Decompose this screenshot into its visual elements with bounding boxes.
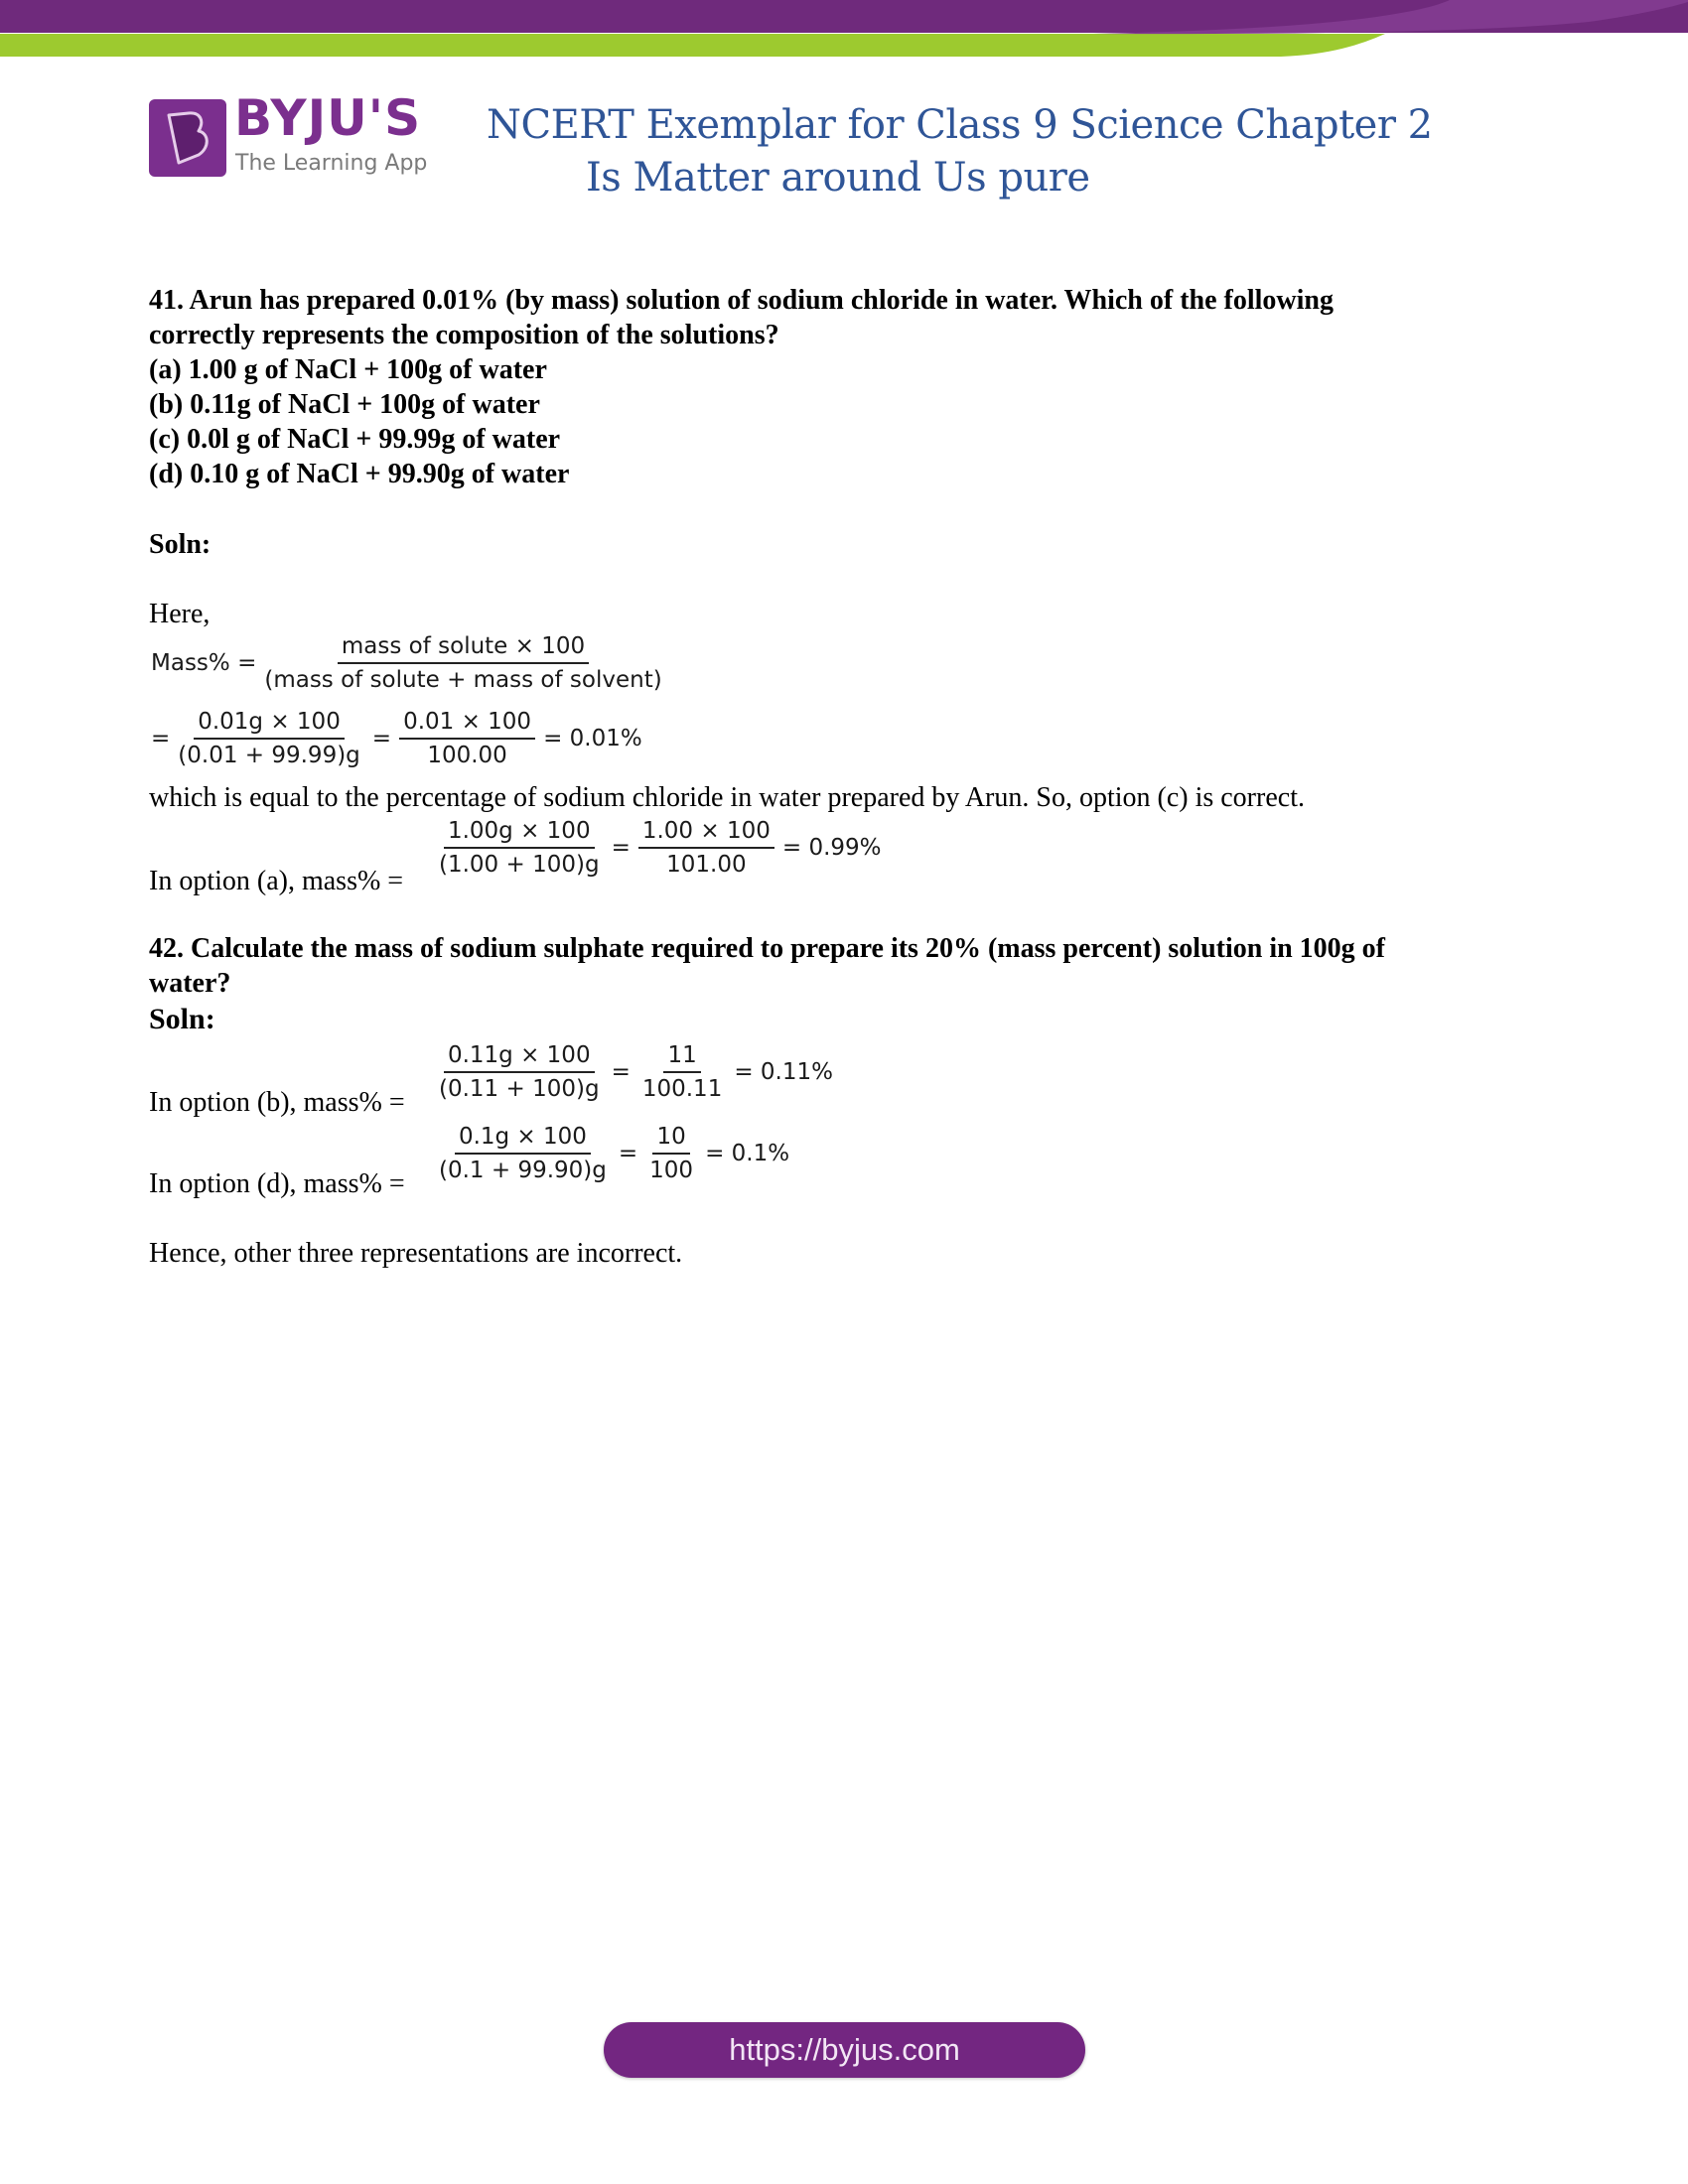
calc-a-fraction-1	[435, 818, 604, 879]
byjus-b-icon	[149, 99, 226, 177]
q42-question-line2: water?	[149, 968, 231, 999]
numerator: 0.11g × 100	[444, 1042, 595, 1073]
byjus-url-button[interactable]	[604, 2022, 1085, 2078]
calc-d-fraction-2	[645, 1124, 697, 1184]
numerator: 10	[652, 1124, 689, 1155]
numerator: 0.01g × 100	[194, 709, 345, 740]
q41-question-line1: 41. Arun has prepared 0.01% (by mass) solution of sodium chloride in water. Which of the following	[149, 285, 1334, 316]
calc-b-fraction-2	[638, 1042, 726, 1103]
denominator: 100.00	[427, 743, 507, 769]
q41-option-c: (c) 0.0l g of NaCl + 99.99g of water	[149, 424, 561, 455]
q41-conclusion: which is equal to the percentage of sodium chloride in water prepared by Arun. So, option (c) is correct.	[149, 782, 1305, 813]
numerator: 1.00 × 100	[638, 818, 774, 849]
q41-here: Here,	[149, 599, 211, 629]
denominator: (0.1 + 99.90)g	[439, 1158, 607, 1184]
numerator: 0.1g × 100	[455, 1124, 591, 1155]
numerator: 1.00g × 100	[444, 818, 595, 849]
formula-fraction	[260, 633, 665, 694]
equals-sign: =	[371, 726, 392, 752]
denominator: 100	[649, 1158, 694, 1184]
logo-wordmark: BYJU'S	[234, 89, 422, 147]
calc-option-a	[431, 818, 886, 879]
denominator: 100.11	[641, 1076, 723, 1103]
calc-c-fraction-1	[174, 709, 364, 769]
equals-sign: =	[151, 726, 171, 752]
calc-d-fraction-1	[435, 1124, 611, 1184]
denominator: (1.00 + 100)g	[439, 852, 600, 879]
formula-numerator: mass of solute × 100	[338, 633, 589, 664]
q41-soln-label: Soln:	[149, 529, 211, 560]
equals-sign: =	[618, 1141, 638, 1167]
calc-b-fraction-1	[435, 1042, 604, 1103]
page-title: NCERT Exemplar for Class 9 Science Chapter 2	[487, 102, 1433, 148]
result: = 0.01%	[543, 726, 642, 752]
formula-denominator: (mass of solute + mass of solvent)	[264, 667, 662, 694]
result: = 0.99%	[781, 835, 882, 862]
header-banner	[0, 0, 1688, 69]
byjus-logo	[149, 89, 437, 181]
q41-option-b: (b) 0.11g of NaCl + 100g of water	[149, 389, 540, 420]
calc-a-label: In option (a), mass% =	[149, 866, 404, 896]
url-label: https://byjus.com	[729, 2032, 960, 2067]
page-subtitle: Is Matter around Us pure	[586, 155, 1090, 201]
calc-option-d	[431, 1124, 793, 1184]
calc-a-fraction-2	[638, 818, 774, 879]
result: = 0.11%	[734, 1059, 833, 1086]
q41-question-line2: correctly represents the composition of the solutions?	[149, 320, 779, 350]
denominator: 101.00	[666, 852, 747, 879]
result: = 0.1%	[705, 1141, 790, 1167]
formula-lhs: Mass% =	[151, 650, 257, 677]
calc-option-c	[151, 709, 646, 769]
equals-sign: =	[611, 835, 631, 862]
q41-option-a: (a) 1.00 g of NaCl + 100g of water	[149, 354, 547, 385]
q42-question-line1: 42. Calculate the mass of sodium sulphate required to prepare its 20% (mass percent) solution in 100g of	[149, 933, 1385, 964]
calc-option-b	[431, 1042, 837, 1103]
denominator: (0.01 + 99.99)g	[178, 743, 360, 769]
calc-d-label: In option (d), mass% =	[149, 1168, 405, 1199]
q42-soln-label: Soln:	[149, 1003, 215, 1035]
q41-option-d: (d) 0.10 g of NaCl + 99.90g of water	[149, 459, 570, 489]
mass-percent-formula	[151, 633, 670, 694]
numerator: 11	[663, 1042, 700, 1073]
equals-sign: =	[611, 1059, 631, 1086]
denominator: (0.11 + 100)g	[439, 1076, 600, 1103]
q42-closing: Hence, other three representations are incorrect.	[149, 1238, 683, 1269]
calc-b-label: In option (b), mass% =	[149, 1087, 405, 1118]
numerator: 0.01 × 100	[399, 709, 535, 740]
calc-c-fraction-2	[399, 709, 535, 769]
logo-tagline: The Learning App	[235, 151, 428, 176]
